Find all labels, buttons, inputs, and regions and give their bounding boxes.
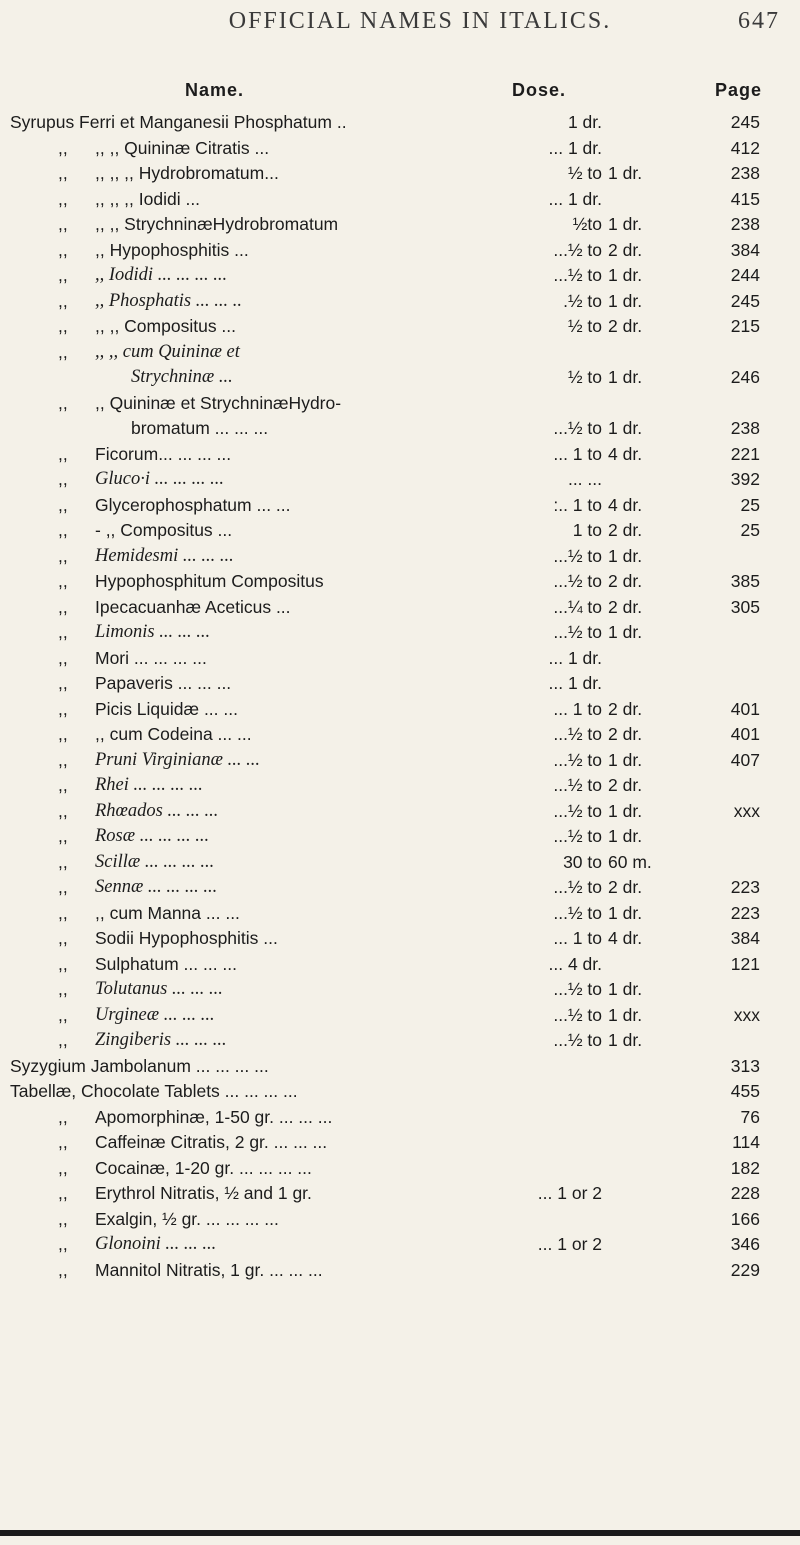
list-item: [0, 595, 800, 621]
ditto-mark: ,,: [58, 163, 68, 183]
page-ref: 229: [730, 1259, 760, 1280]
list-item: [0, 365, 800, 391]
dose-value: 1 dr.: [567, 112, 602, 132]
entry-name: Sulphatum ... ... ...: [95, 953, 238, 974]
page-ref: 25: [740, 494, 760, 515]
dose-max-value: 1 dr.: [608, 902, 643, 923]
ditto-mark: ,,: [58, 341, 68, 362]
page-ref: 238: [730, 214, 760, 234]
entry-name: ,, Iodidi ... ... ... ...: [95, 265, 228, 285]
dose-value: ½ to: [567, 163, 602, 183]
dose-value: ... 1 to: [553, 443, 602, 464]
entry-name: Mori ... ... ... ...: [95, 647, 207, 668]
list-item: [0, 646, 800, 672]
ditto-mark: ,,: [58, 1234, 68, 1254]
dose-value: :.. 1 to: [553, 494, 602, 515]
entry-name: bromatum ... ... ...: [131, 418, 269, 438]
dose-max-value: 2 dr.: [608, 596, 643, 617]
dose-value: ½ to: [567, 316, 602, 336]
list-item: [0, 391, 800, 417]
entry-name: ,, ,, ,, Iodidi ...: [95, 188, 201, 209]
dose-value: ...½ to: [553, 265, 602, 285]
ditto-mark: ,,: [58, 800, 68, 821]
entry-name: Ipecacuanhæ Aceticus ...: [95, 596, 291, 617]
ditto-mark: ,,: [58, 1183, 68, 1203]
page-ref: 215: [730, 316, 760, 336]
entry-name: Erythrol Nitratis, ½ and 1 gr.: [95, 1183, 312, 1203]
list-item: [0, 518, 800, 544]
ditto-mark: ,,: [58, 647, 68, 668]
list-item: [0, 1003, 800, 1029]
entry-name: Apomorphinæ, 1-50 gr. ... ... ...: [95, 1106, 333, 1127]
list-item: [0, 1079, 800, 1105]
list-item: [0, 850, 800, 876]
ditto-mark: ,,: [58, 749, 68, 770]
dose-column-header: Dose.: [512, 80, 567, 100]
dose-max-value: 2 dr.: [608, 698, 643, 719]
ditto-mark: ,,: [58, 1030, 68, 1050]
list-item: [0, 977, 800, 1003]
ditto-mark: ,,: [58, 392, 68, 413]
dose-value: ...½ to: [553, 622, 602, 642]
entry-name: Urgineæ ... ... ...: [95, 1004, 215, 1025]
dose-value: ...½ to: [553, 826, 602, 846]
dose-value: ...½ to: [553, 545, 602, 566]
list-item: [0, 773, 800, 799]
page-ref: 305: [730, 596, 760, 617]
list-item: [0, 289, 800, 315]
ditto-mark: ,,: [58, 316, 68, 336]
ditto-mark: ,,: [58, 928, 68, 948]
entry-name: Picis Liquidæ ... ...: [95, 698, 238, 719]
entry-name: Rhei ... ... ... ...: [95, 775, 203, 795]
list-item: [0, 110, 800, 136]
entry-name: Tolutanus ... ... ...: [95, 979, 223, 999]
dose-max-value: 2 dr.: [608, 775, 643, 795]
ditto-mark: ,,: [58, 188, 68, 209]
list-item: [0, 1232, 800, 1258]
dose-value: ½to: [572, 214, 602, 234]
dose-max-value: 60 m.: [608, 851, 652, 872]
list-item: [0, 1207, 800, 1233]
ditto-mark: ,,: [58, 443, 68, 464]
dose-value: ...½ to: [553, 418, 602, 438]
list-item: [0, 340, 800, 366]
entry-name: Sennæ ... ... ... ...: [95, 877, 218, 897]
ditto-mark: ,,: [58, 775, 68, 795]
ditto-mark: ,,: [58, 265, 68, 285]
list-item: [0, 544, 800, 570]
list-item: [0, 314, 800, 340]
page-ref: 238: [730, 163, 760, 183]
list-item: [0, 263, 800, 289]
dose-value: ... 4 dr.: [548, 953, 602, 974]
entry-name: Sodii Hypophosphitis ...: [95, 928, 278, 948]
list-item: [0, 569, 800, 595]
dose-value: ... 1 dr.: [548, 188, 602, 209]
dose-max-value: 2 dr.: [608, 571, 643, 591]
ditto-mark: ,,: [58, 494, 68, 515]
page-ref: 455: [730, 1081, 760, 1101]
entry-name: Tabellæ, Chocolate Tablets ... ... ... ...: [10, 1081, 298, 1101]
list-item: [0, 493, 800, 519]
page-ref: 166: [730, 1208, 760, 1229]
entry-name: Limonis ... ... ...: [95, 622, 211, 642]
dose-max-value: 1 dr.: [608, 826, 643, 846]
ditto-mark: ,,: [58, 545, 68, 566]
page-ref: 401: [730, 698, 760, 719]
page-ref: 401: [730, 724, 760, 744]
ditto-mark: ,,: [58, 877, 68, 897]
entry-name: ,, Phosphatis ... ... ..: [95, 290, 242, 311]
dose-value: ... 1 dr.: [548, 137, 602, 158]
page-ref: 223: [730, 902, 760, 923]
ditto-mark: ,,: [58, 902, 68, 923]
entry-name: Caffeinæ Citratis, 2 gr. ... ... ...: [95, 1132, 328, 1152]
list-item: [0, 212, 800, 238]
list-item: [0, 187, 800, 213]
dose-max-value: 1 dr.: [608, 979, 643, 999]
dose-max-value: 4 dr.: [608, 443, 643, 464]
page-ref: 346: [730, 1234, 760, 1254]
entry-name: ,, Hypophosphitis ...: [95, 239, 249, 260]
list-item: [0, 161, 800, 187]
ditto-mark: ,,: [58, 571, 68, 591]
ditto-mark: ,,: [58, 1157, 68, 1178]
page-number: 647: [738, 8, 780, 34]
list-item: [0, 442, 800, 468]
dose-value: ...½ to: [553, 800, 602, 821]
page-ref: 246: [730, 367, 760, 387]
dose-value: ...½ to: [553, 239, 602, 260]
dose-max-value: 2 dr.: [608, 724, 643, 744]
dose-max-value: 1 dr.: [608, 1004, 643, 1025]
page-ref: 76: [740, 1106, 760, 1127]
page-ref: 407: [730, 749, 760, 770]
dose-max-value: 1 dr.: [608, 622, 643, 642]
dose-value: .½ to: [563, 290, 602, 311]
running-head: [0, 8, 800, 35]
list-item: [0, 901, 800, 927]
dose-value: ... ...: [567, 469, 602, 489]
ditto-mark: ,,: [58, 469, 68, 489]
entry-name: Hypophosphitum Compositus: [95, 571, 324, 591]
entry-name: Rosæ ... ... ... ...: [95, 826, 210, 846]
entry-name: - ,, Compositus ...: [95, 520, 233, 540]
list-item: [0, 952, 800, 978]
dose-max-value: 2 dr.: [608, 316, 643, 336]
ditto-mark: ,,: [58, 1004, 68, 1025]
list-item: [0, 799, 800, 825]
ditto-mark: ,,: [58, 851, 68, 872]
list-item: [0, 416, 800, 442]
list-item: [0, 671, 800, 697]
ditto-mark: ,,: [58, 622, 68, 642]
entry-name: Exalgin, ½ gr. ... ... ... ...: [95, 1208, 279, 1229]
page-ref: 384: [730, 928, 760, 948]
dose-value: ...½ to: [553, 979, 602, 999]
list-item: [0, 1028, 800, 1054]
entry-name: Mannitol Nitratis, 1 gr. ... ... ...: [95, 1259, 323, 1280]
bottom-rule: [0, 1530, 800, 1536]
dose-value: ...¼ to: [553, 596, 602, 617]
ditto-mark: ,,: [58, 137, 68, 158]
page-title: OFFICIAL NAMES IN ITALICS.: [228, 8, 612, 34]
entry-name: ,, ,, Compositus ...: [95, 316, 237, 336]
dose-max-value: 1 dr.: [608, 214, 643, 234]
entry-name: ,, ,, StrychninæHydrobromatum: [95, 214, 339, 234]
dose-value: 1 to: [572, 520, 602, 540]
dose-value: 30 to: [563, 851, 602, 872]
entry-name: ,, cum Codeina ... ...: [95, 724, 252, 744]
page-ref: 228: [730, 1183, 760, 1203]
list-item: [0, 620, 800, 646]
entry-name: Syzygium Jambolanum ... ... ... ...: [10, 1055, 269, 1076]
list-item: [0, 1181, 800, 1207]
dose-value: ...½ to: [553, 724, 602, 744]
page-ref: 245: [730, 112, 760, 132]
page-ref: 384: [730, 239, 760, 260]
ditto-mark: ,,: [58, 290, 68, 311]
list-item: [0, 1105, 800, 1131]
dose-max-value: 2 dr.: [608, 520, 643, 540]
entry-name: Strychninæ ...: [131, 367, 233, 387]
list-item: [0, 1054, 800, 1080]
dose-value: ... 1 or 2: [537, 1183, 602, 1203]
dose-max-value: 2 dr.: [608, 877, 643, 897]
ditto-mark: ,,: [58, 673, 68, 693]
entry-name: Papaveris ... ... ...: [95, 673, 232, 693]
ditto-mark: ,,: [58, 239, 68, 260]
list-item: [0, 1258, 800, 1284]
entry-name: Syrupus Ferri et Manganesii Phosphatum ..: [10, 112, 347, 132]
page-ref: 238: [730, 418, 760, 438]
dose-value: ...½ to: [553, 775, 602, 795]
entry-name: ,, ,, cum Quininæ et: [95, 341, 240, 362]
list-item: [0, 875, 800, 901]
dose-value: ...½ to: [553, 749, 602, 770]
entry-name: ,, ,, Quininæ Citratis ...: [95, 137, 270, 158]
ditto-mark: ,,: [58, 214, 68, 234]
ditto-mark: ,,: [58, 596, 68, 617]
dose-value: ...½ to: [553, 1030, 602, 1050]
list-item: [0, 722, 800, 748]
dose-value: ...½ to: [553, 571, 602, 591]
dose-value: ...½ to: [553, 877, 602, 897]
entry-name: Ficorum... ... ... ...: [95, 443, 232, 464]
ditto-mark: ,,: [58, 979, 68, 999]
page-ref: 313: [730, 1055, 760, 1076]
ditto-mark: ,,: [58, 953, 68, 974]
entry-name: Rhœados ... ... ...: [95, 800, 219, 821]
list-item: [0, 1156, 800, 1182]
entry-name: ,, ,, ,, Hydrobromatum...: [95, 163, 279, 183]
ditto-mark: ,,: [58, 698, 68, 719]
page-ref: 385: [730, 571, 760, 591]
ditto-mark: ,,: [58, 1106, 68, 1127]
entry-list: [0, 110, 800, 1283]
entry-name: ,, cum Manna ... ...: [95, 902, 240, 923]
entry-name: Glonoini ... ... ...: [95, 1234, 217, 1254]
dose-value: ½ to: [567, 367, 602, 387]
dose-value: ... 1 or 2: [537, 1234, 602, 1254]
page-ref: 121: [730, 953, 760, 974]
list-item: [0, 467, 800, 493]
dose-max-value: 4 dr.: [608, 494, 643, 515]
name-column-header: Name.: [185, 80, 245, 100]
entry-name: Hemidesmi ... ... ...: [95, 545, 234, 566]
ditto-mark: ,,: [58, 1208, 68, 1229]
dose-value: ... 1 to: [553, 928, 602, 948]
ditto-mark: ,,: [58, 1132, 68, 1152]
list-item: [0, 238, 800, 264]
dose-max-value: 4 dr.: [608, 928, 643, 948]
dose-max-value: 1 dr.: [608, 290, 643, 311]
page-ref: 392: [730, 469, 760, 489]
page-ref: 245: [730, 290, 760, 311]
page-ref: xxx: [733, 1004, 760, 1025]
dose-value: ... 1 to: [553, 698, 602, 719]
dose-max-value: 1 dr.: [608, 749, 643, 770]
dose-value: ...½ to: [553, 902, 602, 923]
page-ref: xxx: [733, 800, 760, 821]
list-item: [0, 824, 800, 850]
ditto-mark: ,,: [58, 724, 68, 744]
dose-value: ... 1 dr.: [548, 673, 602, 693]
page-ref: 415: [730, 188, 760, 209]
page-column-header: Page: [715, 80, 763, 100]
dose-value: ... 1 dr.: [548, 647, 602, 668]
entry-name: ,, Quininæ et StrychninæHydro-: [95, 392, 342, 413]
list-item: [0, 748, 800, 774]
dose-max-value: 1 dr.: [608, 367, 643, 387]
entry-name: Pruni Virginianæ ... ...: [95, 749, 260, 770]
ditto-mark: ,,: [58, 1259, 68, 1280]
dose-max-value: 1 dr.: [608, 800, 643, 821]
entry-name: Glycerophosphatum ... ...: [95, 494, 291, 515]
dose-max-value: 1 dr.: [608, 545, 643, 566]
list-item: [0, 926, 800, 952]
page-ref: 412: [730, 137, 760, 158]
page-ref: 25: [740, 520, 760, 540]
page-ref: 221: [730, 443, 760, 464]
dose-max-value: 1 dr.: [608, 1030, 643, 1050]
ditto-mark: ,,: [58, 826, 68, 846]
column-headers: [0, 80, 800, 110]
dose-max-value: 2 dr.: [608, 239, 643, 260]
page-ref: 244: [730, 265, 760, 285]
list-item: [0, 136, 800, 162]
entry-name: Zingiberis ... ... ...: [95, 1030, 227, 1050]
dose-max-value: 1 dr.: [608, 163, 643, 183]
dose-value: ...½ to: [553, 1004, 602, 1025]
entry-name: Cocainæ, 1-20 gr. ... ... ... ...: [95, 1157, 312, 1178]
entry-name: Gluco·i ... ... ... ...: [95, 469, 224, 489]
page-ref: 182: [730, 1157, 760, 1178]
page-ref: 223: [730, 877, 760, 897]
list-item: [0, 697, 800, 723]
ditto-mark: ,,: [58, 520, 68, 540]
list-item: [0, 1130, 800, 1156]
entry-name: Scillæ ... ... ... ...: [95, 851, 215, 872]
dose-max-value: 1 dr.: [608, 418, 643, 438]
page-ref: 114: [732, 1132, 760, 1152]
dose-max-value: 1 dr.: [608, 265, 643, 285]
